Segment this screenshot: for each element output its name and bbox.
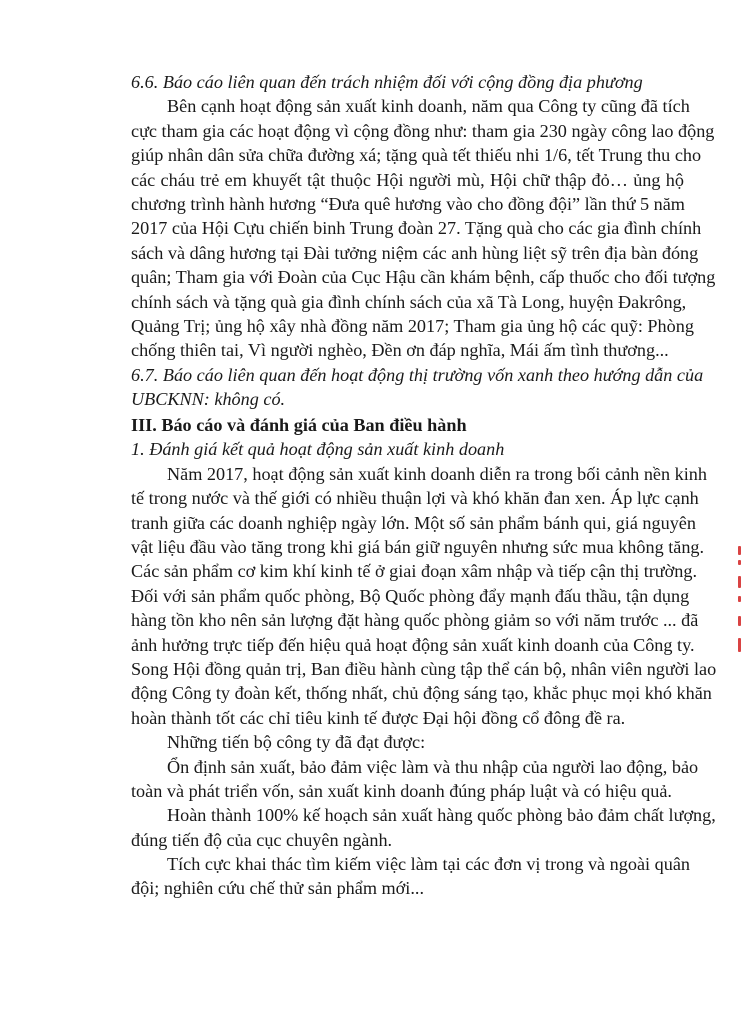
paragraph-line: Hoàn thành 100% kế hoạch sản xuất hàng quốc phòng bảo đảm chất lượng,	[167, 805, 716, 826]
paragraph-line: tế trong nước và thế giới có nhiều thuận lợi và khó khăn đan xen. Áp lực cạnh	[131, 488, 699, 509]
paragraph-line: sách và dâng hương tại Đài tưởng niệm các anh hùng liệt sỹ trên địa bàn đóng	[131, 242, 699, 263]
heading-line: 6.7. Báo cáo liên quan đến hoạt động thị trường vốn xanh theo hướng dẫn của	[131, 364, 704, 385]
paragraph-line: 2017 của Hội Cựu chiến binh Trung đoàn 27. Tặng quà cho các gia đình chính	[131, 218, 702, 239]
section-III-heading: III. Báo cáo và đánh giá của Ban điều hành	[131, 415, 467, 436]
paragraph-line: Các sản phẩm cơ kim khí kinh tế ở giai đoạn xâm nhập và tiếp cận thị trường.	[131, 561, 698, 582]
paragraph-line: toàn và phát triển vốn, sản xuất kinh doanh đúng pháp luật và có hiệu quả.	[131, 780, 672, 801]
progress-item-1	[131, 755, 699, 804]
paragraph-line: giúp nhân dân sửa chữa đường xá; tặng quà tết thiếu nhi 1/6, tết Trung thu cho	[131, 145, 702, 166]
paragraph-line: cực tham gia các hoạt động vì cộng đồng như: tham gia 230 ngày công lao động	[131, 120, 715, 141]
paragraph-line: động Công ty đoàn kết, thống nhất, chủ động sáng tạo, khắc phục mọi khó khăn	[131, 683, 712, 704]
paragraph-line: chống thiên tai, Vì người nghèo, Đền ơn đáp nghĩa, Mái ấm tình thương...	[131, 340, 669, 361]
subsection-1-heading: 1. Đánh giá kết quả hoạt động sản xuất kinh doanh	[131, 439, 505, 460]
section-6-7-heading	[131, 363, 704, 412]
paragraph-line: hàng tồn kho nên sản lượng đặt hàng quốc phòng giảm so với năm trước ... đã	[131, 610, 699, 631]
section-6-6-heading: 6.6. Báo cáo liên quan đến trách nhiệm đối với cộng đồng địa phương	[131, 72, 643, 92]
margin-stamp-mark	[734, 546, 746, 656]
progress-item-2	[131, 803, 716, 852]
paragraph-line: đúng tiến độ của cục chuyên ngành.	[131, 829, 393, 850]
paragraph-line: Song Hội đồng quản trị, Ban điều hành cùng tập thể cán bộ, nhân viên người lao	[131, 658, 717, 679]
paragraph-line: vật liệu đầu vào tăng trong khi giá bán giữ nguyên nhưng sức mua không tăng.	[131, 537, 705, 558]
paragraph-line: hoàn thành tốt các chỉ tiêu kinh tế được Đại hội đồng cổ đông đề ra.	[131, 707, 626, 728]
paragraph-line: quân; Tham gia với Đoàn của Cục Hậu cần khám bệnh, cấp thuốc cho đối tượng	[131, 267, 716, 288]
section-III-paragraph-1	[131, 462, 717, 730]
progress-item-3	[131, 852, 690, 901]
paragraph-line: Năm 2017, hoạt động sản xuất kinh doanh diễn ra trong bối cảnh nền kinh	[167, 463, 707, 484]
paragraph-line: Ổn định sản xuất, bảo đảm việc làm và thu nhập của người lao động, bảo	[167, 756, 699, 777]
paragraph-line: tranh giữa các doanh nghiệp ngày lớn. Một số sản phẩm bánh qui, giá nguyên	[131, 512, 696, 533]
paragraph-line: các cháu trẻ em khuyết tật thuộc Hội người mù, Hội chữ thập đỏ… ủng hộ	[131, 169, 684, 190]
paragraph-line: đội; nghiên cứu chế thử sản phẩm mới...	[131, 878, 424, 899]
document-body	[131, 70, 717, 901]
paragraph-line: Đối với sản phẩm quốc phòng, Bộ Quốc phòng đẩy mạnh đấu thầu, tận dụng	[131, 585, 690, 606]
paragraph-line: Bên cạnh hoạt động sản xuất kinh doanh, năm qua Công ty cũng đã tích	[167, 96, 690, 117]
heading-line: UBCKNN: không có.	[131, 389, 286, 410]
progress-intro: Những tiến bộ công ty đã đạt được:	[167, 732, 426, 753]
paragraph-line: chính sách và tặng quà gia đình chính sách của xã Tà Long, huyện Đakrông,	[131, 291, 687, 312]
paragraph-line: chương trình hành hương “Đưa quê hương vào cho đồng đội” lần thứ 5 năm	[131, 193, 685, 214]
paragraph-line: Tích cực khai thác tìm kiếm việc làm tại các đơn vị trong và ngoài quân	[167, 854, 690, 875]
section-6-6-paragraph	[131, 94, 716, 362]
paragraph-line: ảnh hưởng trực tiếp đến hiệu quả hoạt động sản xuất kinh doanh của Công ty.	[131, 634, 695, 655]
paragraph-line: Quảng Trị; ủng hộ xây nhà đồng năm 2017; Tham gia ủng hộ các quỹ: Phòng	[131, 315, 694, 336]
